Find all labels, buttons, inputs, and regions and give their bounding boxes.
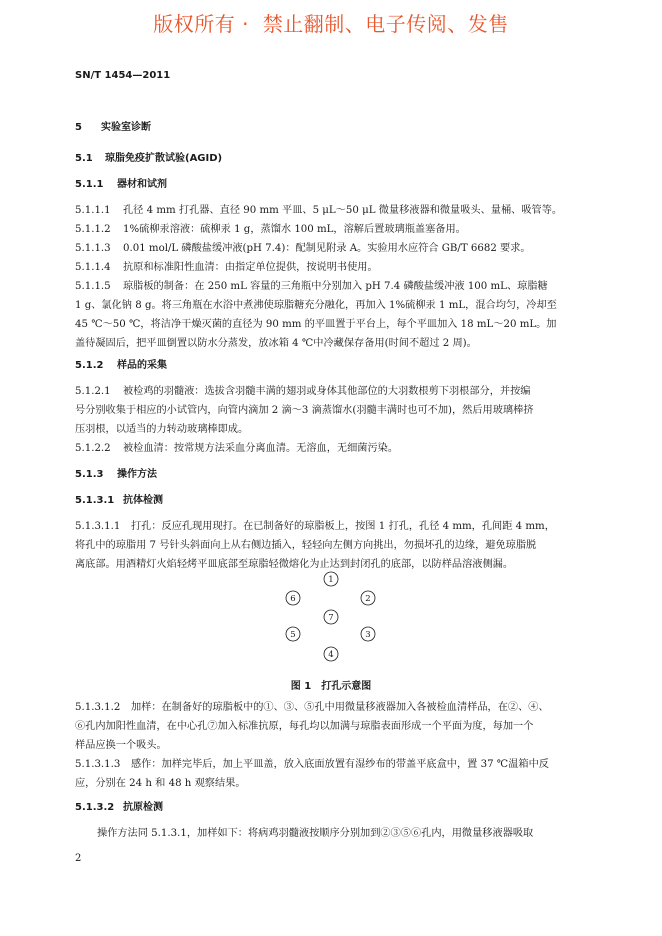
clause-text-line: ⑥孔内加阳性血清，在中心孔⑦加入标准抗原，每孔均以加满与琼脂表面形成一个平面为度，每加一个 <box>75 721 534 732</box>
clause-number: 5.1.3.1.1 <box>75 521 121 532</box>
clause-number: 5.1.1.1 <box>75 205 111 216</box>
clause-number: 5.1.1.2 <box>75 224 111 235</box>
clause-text: 被检血清：按常规方法采血分离血清。无溶血，无细菌污染。 <box>123 443 399 454</box>
clause-text-line: 将孔中的琼脂用 7 号针头斜面向上从右侧边插入，轻轻向左侧方向挑出，勿损坏孔的边缘，避免琼脂脱 <box>75 540 537 551</box>
section-5-1-3-2-heading <box>75 798 597 817</box>
section-number: 5.1.3 <box>75 469 104 480</box>
clause-text: 抗原和标准阳性血清：由指定单位提供，按说明书使用。 <box>123 262 378 273</box>
clause-text-line: 被检鸡的羽髓液：选拔含羽髓丰满的翅羽或身体其他部位的大羽数根剪下羽根部分，并按编 <box>123 386 531 397</box>
well-label-5: 5 <box>290 630 296 640</box>
clause-text: 操作方法同 5.1.3.1，加样如下：将病鸡羽髓液按顺序分别加到②③⑤⑥孔内，用微量移液器吸取 <box>97 828 534 839</box>
section-number: 5.1.3.1 <box>75 495 115 506</box>
section-number: 5 <box>75 122 82 133</box>
clause-text-line: 应，分别在 24 h 和 48 h 观察结果。 <box>75 778 246 789</box>
clause-text-line: 离底部。用酒精灯火焰轻烤平皿底部至琼脂轻微熔化为止达到封闭孔的底部，以防样品溶液侧漏。 <box>75 559 514 570</box>
clause-text-line: 压羽根，以适当的力转动玻璃棒即成。 <box>75 424 249 435</box>
clause-number: 5.1.2.2 <box>75 443 111 454</box>
well-label-7: 7 <box>328 613 334 623</box>
well-label-1: 1 <box>328 575 334 585</box>
well-label-6: 6 <box>290 594 296 604</box>
paragraph-5-1-3-2 <box>75 824 597 843</box>
section-title: 操作方法 <box>117 469 157 480</box>
copyright-watermark: 版权所有 · 禁止翻制、电子传阅、发售 <box>153 12 509 36</box>
clause-number: 5.1.1.4 <box>75 262 111 273</box>
clause-text-line: 感作：加样完毕后，加上平皿盖，放入底面放置有湿纱布的带盖平底盒中，置 37 ℃温箱中反 <box>131 759 549 770</box>
clause-text-line: 打孔：反应孔现用现打。在已制备好的琼脂板上，按图 1 打孔，孔径 4 mm，孔间距 4 mm， <box>131 521 555 532</box>
clause-text-line: 号分别收集于相应的小试管内，向管内滴加 2 滴～3 滴蒸馏水(羽髓丰满时也可不加)，然后用玻璃棒挤 <box>75 405 534 416</box>
clause-number: 5.1.3.1.2 <box>75 702 121 713</box>
figure-1-caption: 图 1 打孔示意图 <box>290 681 372 692</box>
clause-number: 5.1.3.1.3 <box>75 759 121 770</box>
well-label-3: 3 <box>365 630 371 640</box>
clause-text-line: 1 g、氯化钠 8 g。将三角瓶在水浴中煮沸使琼脂糖充分融化，再加入 1%硫柳汞 1 mL，混合均匀，冷却至 <box>75 300 557 311</box>
well-label-4: 4 <box>328 650 334 660</box>
section-title: 器材和试剂 <box>117 179 167 190</box>
section-title: 抗体检测 <box>123 495 163 506</box>
clause-text-line: 样品应换一个吸头。 <box>75 740 167 751</box>
clause-text-line: 琼脂板的制备：在 250 mL 容量的三角瓶中分别加入 pH 7.4 磷酸盐缓冲液 100 mL、琼脂糖 <box>123 281 548 292</box>
clause-text: 1%硫柳汞溶液：硫柳汞 1 g，蒸馏水 100 mL，溶解后置玻璃瓶盖塞备用。 <box>123 224 466 235</box>
clause-number: 5.1.2.1 <box>75 386 111 397</box>
section-title: 抗原检测 <box>123 802 163 813</box>
well-label-2: 2 <box>365 594 371 604</box>
section-number: 5.1.2 <box>75 360 104 371</box>
clause-number: 5.1.1.3 <box>75 243 111 254</box>
section-number: 5.1.1 <box>75 179 104 190</box>
paragraph-5-1-3-1-3 <box>75 755 597 793</box>
section-number: 5.1 <box>75 153 93 164</box>
clause-text: 0.01 mol/L 磷酸盐缓冲液(pH 7.4)：配制见附录 A。实验用水应符合 GB/T 6682 要求。 <box>123 243 531 254</box>
section-title: 样品的采集 <box>117 360 167 371</box>
clause-text: 孔径 4 mm 打孔器、直径 90 mm 平皿、5 μL～50 μL 微量移液器和微量吸头、量桶、吸管等。 <box>123 205 563 216</box>
clause-text-line: 45 ℃～50 ℃，将洁净干燥灭菌的直径为 90 mm 的平皿置于平台上，每个平皿加入 18 mL～20 mL。加 <box>75 319 557 330</box>
section-title: 实验室诊断 <box>101 122 151 133</box>
paragraph-5-1-3-1-2 <box>75 698 597 755</box>
clause-number: 5.1.1.5 <box>75 281 111 292</box>
standard-number-header: SN/T 1454—2011 <box>75 70 171 81</box>
clause-text-line: 加样：在制备好的琼脂板中的①、③、⑤孔中用微量移液器加入各被检血清样品，在②、④、 <box>131 702 549 713</box>
page-number: 2 <box>75 853 82 864</box>
section-number: 5.1.3.2 <box>75 802 115 813</box>
section-title: 琼脂免疫扩散试验(AGID) <box>105 153 223 164</box>
clause-text-line: 盖待凝固后，把平皿倒置以防水分蒸发，放冰箱 4 ℃中冷藏保存备用(时间不超过 2 周)。 <box>75 338 477 349</box>
